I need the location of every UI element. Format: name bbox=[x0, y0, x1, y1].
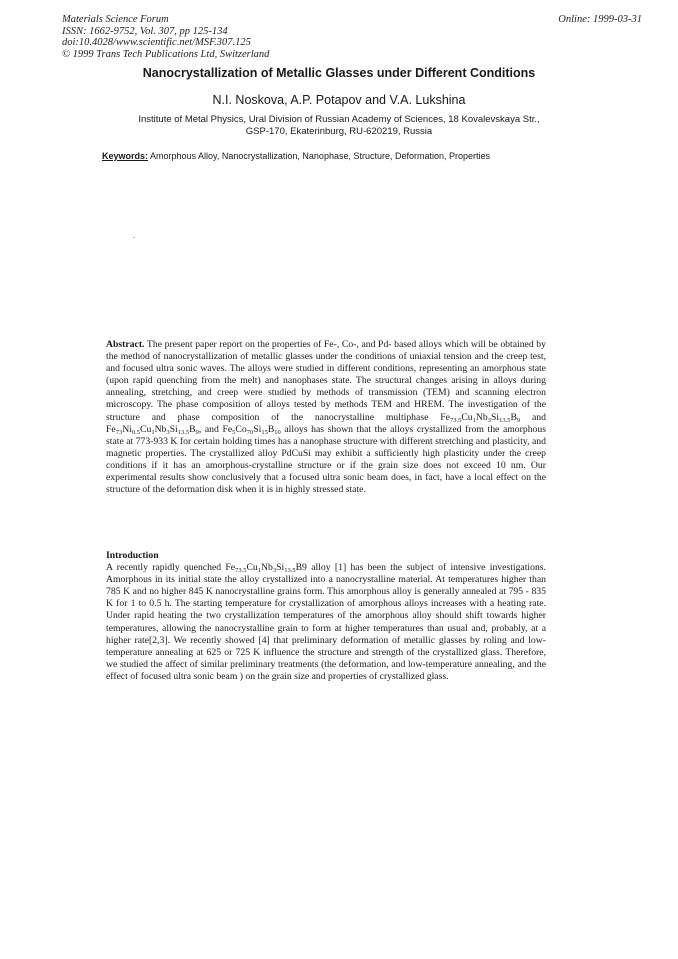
online-date: Online: 1999-03-31 bbox=[558, 14, 642, 25]
abstract bbox=[106, 339, 546, 496]
formula-subscript: 13.5 bbox=[177, 428, 190, 436]
journal-info bbox=[62, 14, 269, 60]
formula-element: Si bbox=[253, 423, 262, 435]
formula-subscript: 9 bbox=[516, 416, 521, 424]
affiliation-line-1: Institute of Metal Physics, Ural Division of Russian Academy of Sciences, 18 Kovalevskaya Str., bbox=[138, 114, 540, 125]
abstract-text-1: The present paper report on the properties of Fe-, Co-, and Pd- based alloys which will be obtained by the method of nanocrystallization of metallic glasses under the conditions of uniaxial tension and the creep test, and focused ultra sonic waves. The alloys were studied in different conditions, representing an amorphous state (upon rapid quenching from the melt) and nanophases state. The structural changes arising in alloys during annealing, stretching, and creep were studied by methods of transmission (TEM) and scanning electron microscopy. The phase composition of alloys tested by methods TEM and HREM. The investigation of the structure and phase composition of the nanocrystalline multiphase bbox=[106, 339, 546, 423]
formula-element: Ni bbox=[122, 423, 132, 435]
formula-element: Cu bbox=[246, 562, 258, 574]
paper-title: Nanocrystallization of Metallic Glasses under Different Conditions bbox=[142, 66, 536, 80]
formula-subscript: 0.5 bbox=[131, 428, 140, 436]
formula-subscript: 1 bbox=[257, 567, 262, 575]
formula-element: Si bbox=[169, 423, 178, 435]
formula-element: Si bbox=[490, 411, 500, 423]
paper-authors: N.I. Noskova, A.P. Potapov and V.A. Lukshina bbox=[212, 93, 466, 107]
formula-subscript: 1 bbox=[472, 416, 476, 424]
formula-element: Nb bbox=[154, 423, 167, 435]
formula-subscript: 13.5 bbox=[284, 567, 296, 575]
alloy-formula-3 bbox=[222, 424, 280, 435]
abstract-comma: , and bbox=[198, 423, 223, 435]
affiliation bbox=[90, 114, 588, 138]
alloy-formula-2 bbox=[106, 424, 199, 435]
formula-subscript: 73.5 bbox=[449, 416, 462, 424]
intro-alloy-tail: B9 bbox=[295, 562, 307, 574]
intro-text-pre: A recently rapidly quenched bbox=[106, 562, 226, 574]
intro-text-body: alloy [1] has been the subject of intensive investigations. Amorphous in its initial state the alloy crystallized into a nanocrystalline material. At temperatures higher than 785 K and no higher 845 K nanocrystalline grains form. This amorphous alloy is generally annealed at 795 - 835 K for 1 to 0.5 h. The starting temperature for crystallization of amorphous alloys increases with a heating rate. Under rapid heating the two crystallization temperatures of the amorphous alloy should shift towards higher temperatures, allowing the nanocrystalline grain to form at higher temperatures than usual and, probably, at a higher rate[2,3]. We recently showed [4] that preliminary deformation of metallic glasses by roling and low-temperature annealing at 625 or 725 K influence the structure and strength of the crystallized glass. Therefore, we studied the affect of similar preliminary treatments (the deformation, and low-temperature annealing, and the effect of focused ultra sonic beam ) on the grain size and properties of crystallized glass. bbox=[106, 562, 546, 682]
formula-element: B bbox=[189, 423, 196, 435]
keywords bbox=[102, 151, 622, 161]
journal-copyright: © 1999 Trans Tech Publications Ltd, Switzerland bbox=[62, 48, 270, 60]
formula-subscript: 13.5 bbox=[499, 416, 511, 424]
scan-speck bbox=[133, 237, 135, 238]
formula-subscript: 10 bbox=[274, 428, 281, 436]
formula-subscript: 3 bbox=[166, 428, 170, 436]
formula-element: Cu bbox=[461, 411, 473, 423]
formula-subscript: 73.5 bbox=[235, 567, 247, 575]
formula-element: B bbox=[510, 411, 517, 423]
introduction-heading: Introduction bbox=[106, 550, 159, 561]
formula-element: Si bbox=[276, 562, 285, 574]
formula-subscript: 70 bbox=[246, 428, 254, 436]
journal-doi: doi:10.4028/www.scientific.net/MSF.307.125 bbox=[62, 37, 251, 48]
introduction bbox=[106, 550, 546, 683]
journal-issn: ISSN: 1662-9752, Vol. 307, pp 125-134 bbox=[62, 25, 228, 37]
abstract-text-2: alloys has shown that the alloys crystallized from the amorphous state at 773-933 K for certain holding times has a nanophase structure with different stretching and plasticity, and magnetic properties. The crystallized alloy PdCuSi may exhibit a sufficiently high plasticity under the creep conditions if it has an amorphous-crystalline structure or if the grain size does not exceed 10 nm. Our experimental results show conclusively that a focused ultra sonic beam does, in fact, have a local effect on the structure of the deformation disk when it is in highly stressed state. bbox=[106, 423, 547, 496]
formula-element: Fe bbox=[225, 562, 236, 574]
alloy-formula-1 bbox=[440, 412, 520, 423]
formula-subscript: 3 bbox=[487, 416, 491, 424]
abstract-and: and bbox=[520, 411, 546, 423]
formula-subscript: 3 bbox=[272, 567, 277, 575]
keywords-label: Keywords: bbox=[102, 151, 149, 161]
intro-alloy-formula bbox=[225, 562, 295, 573]
abstract-label: Abstract. bbox=[106, 339, 145, 350]
formula-element: Fe bbox=[440, 411, 450, 423]
formula-subscript: 15 bbox=[261, 428, 268, 436]
formula-element: Nb bbox=[261, 562, 273, 574]
formula-element: Cu bbox=[140, 423, 152, 435]
formula-element: Nb bbox=[475, 411, 488, 423]
formula-subscript: 9 bbox=[195, 428, 199, 436]
keywords-text: Amorphous Alloy, Nanocrystallization, Nanophase, Structure, Deformation, Properties bbox=[148, 151, 491, 161]
affiliation-line-2: GSP-170, Ekaterinburg, RU-620219, Russia bbox=[245, 126, 433, 137]
formula-element: Co bbox=[235, 423, 247, 435]
formula-element: Fe bbox=[222, 423, 233, 435]
formula-element: B bbox=[267, 423, 275, 435]
formula-subscript: 1 bbox=[151, 428, 155, 436]
formula-subscript: 5 bbox=[232, 428, 236, 436]
formula-subscript: 73 bbox=[115, 428, 123, 436]
formula-element: Fe bbox=[106, 423, 116, 435]
journal-name: Materials Science Forum bbox=[62, 14, 169, 25]
